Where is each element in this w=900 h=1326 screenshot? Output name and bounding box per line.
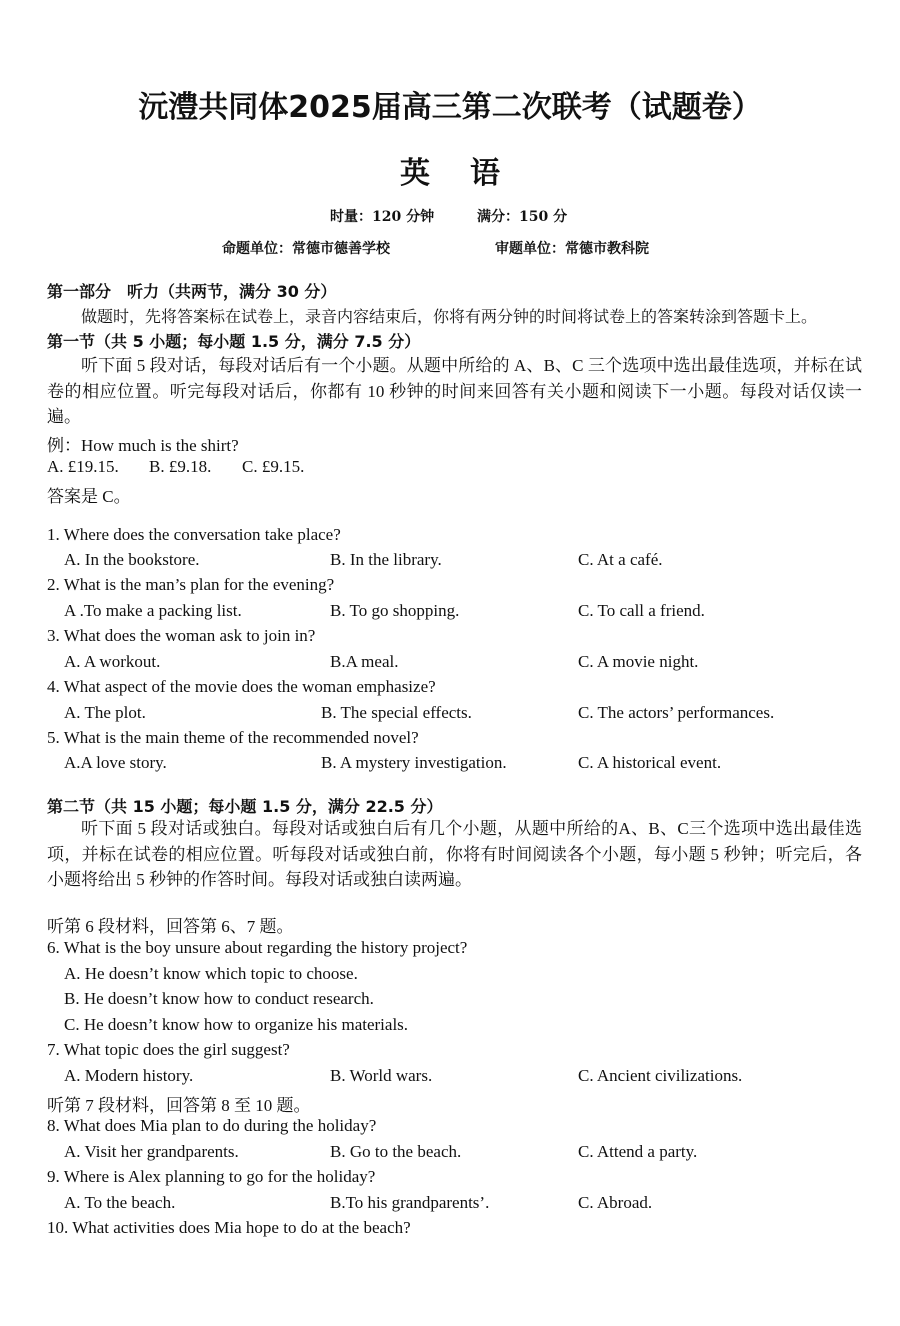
question-2-option-c: C. To call a friend.	[578, 601, 705, 620]
question-1-option-c: C. At a café.	[578, 550, 663, 569]
question-6-option-a: A. He doesn’t know which topic to choose.	[64, 964, 358, 983]
reviewer-unit: 审题单位：常德市教科院	[495, 241, 649, 257]
exam-time: 时量：120 分钟	[330, 209, 435, 225]
question-5-stem: 5. What is the main theme of the recommended novel?	[47, 728, 419, 747]
section1-heading: 第一节（共 5 小题；每小题 1.5 分，满分 7.5 分）	[47, 332, 421, 351]
example-answer: 答案是 C。	[47, 487, 131, 506]
question-3-option-a: A. A workout.	[64, 652, 161, 671]
question-7-option-b: B. World wars.	[330, 1066, 433, 1085]
exam-score: 满分：150 分	[477, 209, 568, 225]
setter-unit: 命题单位：常德市德善学校	[222, 241, 390, 257]
material-7-label: 听第 7 段材料，回答第 8 至 10 题。	[47, 1096, 311, 1115]
question-4-option-b: B. The special effects.	[321, 703, 472, 722]
question-5-option-a: A.A love story.	[64, 753, 167, 772]
question-8-option-a: A. Visit her grandparents.	[64, 1142, 239, 1161]
part1-heading: 第一部分 听力（共两节，满分 30 分）	[47, 282, 337, 301]
question-4-stem: 4. What aspect of the movie does the woman emphasize?	[47, 677, 436, 696]
question-6-option-b: B. He doesn’t know how to conduct research.	[64, 989, 374, 1008]
question-3-stem: 3. What does the woman ask to join in?	[47, 626, 316, 645]
question-1-stem: 1. Where does the conversation take place?	[47, 525, 341, 544]
section2-heading: 第二节（共 15 小题；每小题 1.5 分，满分 22.5 分）	[47, 797, 443, 816]
question-7-option-a: A. Modern history.	[64, 1066, 194, 1085]
question-7-stem: 7. What topic does the girl suggest?	[47, 1040, 290, 1059]
question-4-option-a: A. The plot.	[64, 703, 146, 722]
example-option-a: A. £19.15.	[47, 457, 119, 476]
question-8-option-b: B. Go to the beach.	[330, 1142, 462, 1161]
example-option-b: B. £9.18.	[149, 457, 212, 476]
section2-instruction: 听下面 5 段对话或独白。每段对话或独白后有几个小题，从题中所给的A、B、C三个选项中选出最佳选项，并标在试卷的相应位置。听每段对话或独白前，你将有时间阅读各个小题，每小题 5 秒钟；听完后，各小题将给出 5 秒钟的作答时间。每段对话或独白读两遍。	[47, 819, 862, 889]
question-7-option-c: C. Ancient civilizations.	[578, 1066, 743, 1085]
question-3-option-c: C. A movie night.	[578, 652, 699, 671]
question-8-stem: 8. What does Mia plan to do during the holiday?	[47, 1116, 377, 1135]
question-9-option-b: B.To his grandparents’.	[330, 1193, 490, 1212]
question-3-option-b: B.A meal.	[330, 652, 399, 671]
question-5-option-c: C. A historical event.	[578, 753, 722, 772]
question-9-stem: 9. Where is Alex planning to go for the holiday?	[47, 1167, 376, 1186]
question-2-option-b: B. To go shopping.	[330, 601, 460, 620]
section1-instruction: 听下面 5 段对话，每段对话后有一个小题。从题中所给的 A、B、C 三个选项中选出最佳选项，并标在试卷的相应位置。听完每段对话后，你都有 10 秒钟的时间来回答有关小题和阅读下一小题。每段对话仅读一遍。	[47, 356, 862, 426]
subject-title: 英语	[400, 156, 540, 191]
question-6-stem: 6. What is the boy unsure about regarding the history project?	[47, 938, 468, 957]
question-5-option-b: B. A mystery investigation.	[321, 753, 507, 772]
question-4-option-c: C. The actors’ performances.	[578, 703, 775, 722]
question-10-stem: 10. What activities does Mia hope to do at the beach?	[47, 1218, 411, 1237]
part1-instruction: 做题时，先将答案标在试卷上，录音内容结束后，你将有两分钟的时间将试卷上的答案转涂到答题卡上。	[81, 309, 818, 326]
exam-title: 沅澧共同体2025届高三第二次联考（试题卷）	[138, 90, 762, 125]
material-6-label: 听第 6 段材料，回答第 6、7 题。	[47, 917, 294, 936]
question-1-option-b: B. In the library.	[330, 550, 442, 569]
question-9-option-c: C. Abroad.	[578, 1193, 653, 1212]
question-2-stem: 2. What is the man’s plan for the evening?	[47, 575, 335, 594]
question-8-option-c: C. Attend a party.	[578, 1142, 698, 1161]
question-2-option-a: A .To make a packing list.	[64, 601, 242, 620]
question-6-option-c: C. He doesn’t know how to organize his materials.	[64, 1015, 409, 1034]
question-1-option-a: A. In the bookstore.	[64, 550, 200, 569]
example-option-c: C. £9.15.	[242, 457, 305, 476]
example-question: 例：How much is the shirt?	[47, 436, 239, 455]
question-9-option-a: A. To the beach.	[64, 1193, 176, 1212]
